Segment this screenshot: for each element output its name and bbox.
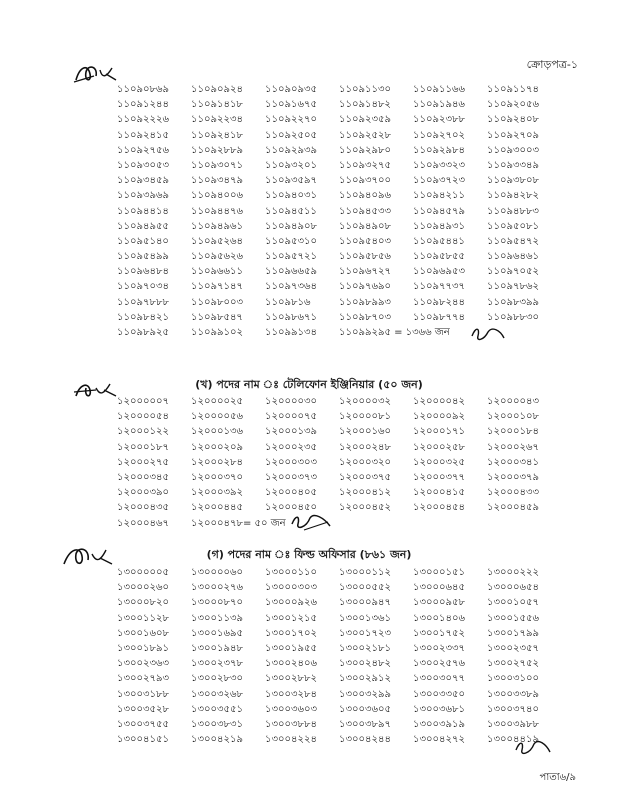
roll-number: ১২০০০২৪৮	[339, 441, 391, 453]
roll-number: ১১০৯৫১৪০	[117, 235, 169, 247]
table-row	[117, 97, 567, 112]
section-total: ১১০৯৯২৯৫ = ১৩৬৬ জন	[339, 327, 450, 338]
roll-number: ১৩০০১৯৫৫	[265, 642, 317, 654]
table-row	[117, 295, 567, 310]
section-b-number-list	[117, 394, 567, 531]
section-c-heading: (গ) পদের নাম ঃ ফিল্ড অফিসার (৮৬১ জন)	[206, 548, 412, 561]
roll-number: ১৩০০৩১০০	[487, 673, 539, 685]
roll-number: ১৩০০০৮২০	[117, 597, 169, 609]
roll-number: ১২০০০২৮৪	[191, 456, 243, 468]
roll-number: ১১০৯৫৪০৩	[339, 235, 391, 247]
roll-number: ১১০৯২৯৮৪	[413, 144, 465, 156]
roll-number: ১৩০০০১১০	[265, 567, 317, 578]
roll-number: ১৩০০৩২৯৯	[339, 688, 391, 700]
roll-number: ১৩০০২১৮১	[339, 642, 391, 654]
roll-number: ১৩০০৩৭৪০	[487, 703, 539, 715]
roll-number: ১১০৯৪৯০৮	[339, 220, 391, 232]
initials-signature-icon	[470, 324, 506, 344]
table-row	[117, 204, 567, 219]
roll-number: ১২০০০০৮১	[339, 411, 391, 423]
table-row	[117, 264, 567, 279]
roll-number: ১১০৯২৭০২	[413, 129, 465, 141]
roll-number: ১৩০০৩৩৮৯	[487, 688, 539, 700]
roll-number: ১১০৯২৩৮৮	[413, 114, 465, 126]
roll-number: ১১০৯৬৬৫৯	[265, 266, 317, 278]
roll-number: ১১০৯৮৭০৩	[339, 311, 391, 323]
roll-number: ১৩০০৩৬০৫	[339, 703, 391, 715]
roll-number: ১৩০০১৭৫২	[413, 627, 465, 639]
roll-number: ১৩০০১৬০৮	[117, 627, 169, 639]
roll-number: ১৩০০৩০৭৭	[413, 673, 466, 685]
roll-number: ১১০৯৪৮৮৩	[487, 205, 539, 217]
roll-number: ১৩০০০৬৪৫	[413, 582, 465, 594]
roll-number: ১১০৯২৯৩৯	[265, 144, 317, 156]
section-a-number-list	[117, 82, 567, 340]
roll-number: ১৩০০১৮৯১	[117, 642, 169, 654]
roll-number: ১১০৯৪৪১৪	[117, 205, 169, 217]
roll-number: ১১০৯০৯২৪	[191, 84, 243, 95]
roll-number: ১৩০০০২৭৬	[191, 582, 244, 594]
table-row	[117, 641, 567, 656]
roll-number: ১১০৯০৯৩৫	[265, 84, 317, 95]
roll-number: ১২০০০৩৪৫	[117, 471, 169, 483]
roll-number: ১২০০০৩৭৫	[339, 471, 391, 483]
roll-number: ১১০৯৫৪৪১	[413, 235, 465, 247]
roll-number: ১২০০০৩৭৭	[413, 471, 466, 483]
table-row	[117, 173, 567, 188]
roll-number: ১১০৯২৫২৮	[339, 129, 391, 141]
roll-number: ১১০৯৪৫৩৩	[339, 205, 391, 217]
roll-number: ১২০০০৪৫৪	[413, 502, 465, 514]
section-c-number-list	[117, 565, 567, 747]
roll-number: ১২০০০৩৭০	[191, 471, 244, 483]
roll-number: ১৩০০২৩৫৭	[487, 642, 539, 654]
roll-number: ১১০৯৮৯২৫	[117, 327, 169, 338]
roll-number: ১১০৯৭০৫২	[487, 266, 539, 278]
roll-number: ১১০৯৩০৭১	[191, 159, 243, 171]
roll-number: ১৩০০১০৫৭	[487, 597, 539, 609]
roll-number: ১১০৯৮১৬	[265, 296, 311, 308]
page-number: পাতা৬/৯	[539, 772, 576, 783]
roll-number: ১১০৯১২৪৪	[117, 99, 169, 111]
roll-number: ১৩০০২৩৬৩	[117, 658, 170, 670]
roll-number: ১১০৯২৮৮৯	[191, 144, 243, 156]
roll-number: ১২০০০৪০৫	[265, 487, 317, 499]
roll-number: ১৩০০০১৫১	[413, 567, 465, 578]
table-row	[117, 470, 567, 485]
roll-number: ১৩০০০০০৫	[117, 567, 169, 578]
roll-number: ১৩০০১৪০৬	[413, 612, 465, 624]
roll-number: ১১০৯৫৩১০	[265, 235, 317, 247]
roll-number: ১১০৯১১৬৬	[413, 84, 465, 95]
roll-number: ১১০৯৩৪৭৯	[191, 175, 243, 187]
roll-number: ১১০৯৭৭৩৭	[413, 281, 465, 293]
roll-number: ১১০৯৫৮৫৫	[413, 251, 465, 263]
table-row	[117, 440, 567, 455]
table-row	[117, 732, 567, 747]
roll-number: ১১০৯৩৩২৩	[413, 159, 465, 171]
roll-number: ১৩০০৩৮৯৭	[339, 718, 391, 730]
roll-number: ১১০৯৯১৩৪	[265, 327, 317, 338]
table-row	[117, 310, 567, 325]
roll-number: ১৩০০৩৯৮৮	[487, 718, 539, 730]
table-row	[117, 188, 567, 203]
roll-number: ১১০৯১৯৪৬	[413, 99, 465, 111]
roll-number: ১১০৯৩০০৩	[487, 144, 539, 156]
roll-number: ১৩০০৩৮৮৪	[265, 718, 317, 730]
table-row	[117, 565, 567, 580]
table-row	[117, 626, 567, 641]
roll-number: ১১০৯০৮৬৯	[117, 84, 169, 95]
roll-number: ১৩০০০২২২	[487, 567, 540, 578]
roll-number: ১১০৯৪৪৭৬	[191, 205, 243, 217]
roll-number: ১২০০০৩৭৩	[265, 471, 318, 483]
roll-number: ১৩০০২৩৩৭	[413, 642, 466, 654]
roll-number: ১৩০০৩৫২৮	[117, 703, 169, 715]
roll-number: ১৩০০০৯২৬	[265, 597, 317, 609]
roll-number: ১৩০০১১৩৯	[191, 612, 243, 624]
roll-number: ১২০০০১৬০	[339, 426, 391, 438]
roll-number: ১৩০০১১২৮	[117, 612, 169, 624]
initials-signature-icon	[290, 510, 334, 534]
roll-number: ১২০০০৩৯০	[117, 487, 169, 499]
roll-number: ১১০৯৪৫১১	[265, 205, 317, 217]
roll-number: ১১০৯৮০০৩	[191, 296, 243, 308]
roll-number: ১১০৯১৪৮২	[339, 99, 391, 111]
roll-number: ১১০৯৫৪৭২	[487, 235, 539, 247]
roll-number: ১২০০০৩৪১	[487, 456, 539, 468]
roll-number: ১২০০০৪৫৯	[487, 502, 539, 514]
roll-number: ১১০৯৭৮৬২	[487, 281, 539, 293]
roll-number: ১৩০০৪১৫১	[117, 734, 169, 746]
table-row	[117, 279, 567, 294]
roll-number: ১২০০০১৩৬	[191, 426, 243, 438]
roll-number: ১৩০০১৩৬১	[339, 612, 391, 624]
roll-number: ১১০৯৩৮০৮	[487, 175, 539, 187]
roll-number: ১১০৯৪০০৬	[191, 190, 243, 202]
table-row	[117, 717, 567, 732]
roll-number: ১১০৯২৫০৫	[265, 129, 317, 141]
roll-number: ১৩০০০৯৪৭	[339, 597, 391, 609]
roll-number: ১২০০০০৪৩	[487, 396, 539, 407]
roll-number: ১১০৯৪৫৭৯	[413, 205, 465, 217]
table-row	[117, 580, 567, 595]
table-row	[117, 424, 567, 439]
roll-number: ১৩০০৪২২৪	[265, 734, 317, 746]
roll-number: ১৩০০০৩০৩	[265, 582, 318, 594]
roll-number: ১২০০০১৮৭	[117, 441, 169, 453]
roll-number: ১৩০০৩২৮৪	[265, 688, 317, 700]
roll-number: ১১০৯৩৭২৩	[413, 175, 465, 187]
roll-number: ১৩০০১৭৯৯	[487, 627, 539, 639]
table-row	[117, 394, 567, 409]
roll-number: ১৩০০৩৯১৯	[413, 718, 465, 730]
roll-number: ১১০৯৬৪৬১	[487, 251, 539, 263]
roll-number: ১২০০০০৫৬	[191, 411, 243, 423]
initials-signature-icon	[514, 736, 554, 758]
roll-number: ১২০০০২৬৭	[487, 441, 540, 453]
roll-number: ১২০০০৪৩৩	[487, 487, 539, 499]
roll-number: ১২০০০৩২৫	[413, 456, 465, 468]
roll-number: ১৩০০৩৬৮১	[413, 703, 465, 715]
roll-number: ১৩০০১৬৯৫	[191, 627, 243, 639]
table-row	[117, 702, 567, 717]
roll-number: ১১০৯৮৪২১	[117, 311, 169, 323]
roll-number: ১৩০০৩৬০৩	[265, 703, 318, 715]
roll-number: ১৩০০১২১৫	[265, 612, 317, 624]
roll-number: ১১০৯৭৮৮৮	[117, 296, 169, 308]
roll-number: ১২০০০০২৫	[191, 396, 243, 407]
roll-number: ১৩০০৩৭৫৫	[117, 718, 169, 730]
roll-number: ১১০৯২২৭০	[265, 114, 317, 126]
roll-number: ১৩০০৪২৭২	[413, 734, 465, 746]
table-row	[117, 455, 567, 470]
roll-number: ১৩০০১৭২৩	[339, 627, 391, 639]
roll-number: ১২০০০৩৯২	[191, 487, 243, 499]
table-row	[117, 158, 567, 173]
roll-number: ১২০০০৩৭৯	[487, 471, 539, 483]
roll-number: ১১০৯২২২৬	[117, 114, 169, 126]
roll-number: ১১০৯৩৫৯৭	[265, 175, 317, 187]
roll-number: ১২০০০২৩৫	[265, 441, 317, 453]
roll-number: ১৩০০২৮৮২	[265, 673, 317, 685]
roll-number: ১৩০০২৮৩০	[191, 673, 243, 685]
roll-number: ১২০০০০৯২	[413, 411, 465, 423]
table-row	[117, 249, 567, 264]
roll-number: ১৩০০৩৮৩১	[191, 718, 243, 730]
roll-number: ১১০৯১১৭৪	[487, 84, 539, 95]
table-row	[117, 128, 567, 143]
roll-number: ১২০০০৩০৩	[265, 456, 318, 468]
table-row	[117, 516, 567, 531]
roll-number: ১২০০০১০৮	[487, 411, 539, 423]
roll-number: ১১০৯৫৬২৬	[191, 251, 243, 263]
roll-number: ১১০৯২৯৮০	[339, 144, 391, 156]
roll-number: ১১০৯২৭০৯	[487, 129, 539, 141]
roll-number: ১১০৯৮২৪৪	[413, 296, 465, 308]
initials-signature-icon	[72, 60, 120, 86]
roll-number: ১১০৯৪৯৬১	[191, 220, 243, 232]
roll-number: ১২০০০৪৪৫	[191, 502, 243, 514]
roll-number: ১১০৯৪০৯৬	[339, 190, 391, 202]
roll-number: ১৩০০০২৬০	[117, 582, 170, 594]
roll-number: ১২০০০৩২০	[339, 456, 392, 468]
roll-number: ১১০৯৬৯৫৩	[413, 266, 465, 278]
table-row	[117, 500, 567, 515]
table-row	[117, 409, 567, 424]
roll-number: ১৩০০১৫৫৬	[487, 612, 539, 624]
table-row	[117, 595, 567, 610]
roll-number: ১৩০০২৩৭৮	[191, 658, 243, 670]
roll-number: ১২০০০৪৫০	[265, 502, 317, 514]
roll-number: ১২০০০০৩২	[339, 396, 392, 407]
roll-number: ১৩০০০৯৫৮	[413, 597, 465, 609]
roll-number: ১১০৯৩২৭৫	[339, 159, 391, 171]
roll-number: ১৩০০০০৬০	[191, 567, 244, 578]
table-row	[117, 234, 567, 249]
roll-number: ১১০৯২৭৫৬	[117, 144, 169, 156]
roll-number: ১১০৯২৩৫৯	[339, 114, 391, 126]
roll-number: ১২০০০১৭১	[413, 426, 465, 438]
roll-number: ১৩০০১৭০২	[265, 627, 317, 639]
roll-number: ১১০৯৮৩৯৯	[487, 296, 539, 308]
roll-number: ১২০০০০০৭	[117, 396, 170, 407]
roll-number: ১১০৯২৪১৫	[117, 129, 169, 141]
roll-number: ১২০০০০৪২	[413, 396, 465, 407]
table-row	[117, 656, 567, 671]
table-row	[117, 219, 567, 234]
roll-number: ১১০৯৩৯৬৯	[117, 190, 169, 202]
roll-number: ১৩০০২৭৫২	[487, 658, 539, 670]
roll-number: ১২০০০০৭৫	[265, 411, 317, 423]
roll-number: ১১০৯১১৩০	[339, 84, 391, 95]
roll-number: ১১০৯৪০৩১	[265, 190, 317, 202]
roll-number: ১১০৯৮৮৩০	[487, 311, 539, 323]
roll-number: ১২০০০৪৬৭	[117, 517, 169, 529]
roll-number: ১২০০০১৩৯	[265, 426, 317, 438]
roll-number: ১২০০০২০৯	[191, 441, 243, 453]
roll-number: ১২০০০৪১৫	[413, 487, 465, 499]
roll-number: ১২০০০০৫৪	[117, 411, 169, 423]
roll-number: ১৩০০২৫৭৬	[413, 658, 465, 670]
roll-number: ১৩০০৩৩৫০	[413, 688, 465, 700]
roll-number: ১১০৯২০৫৬	[487, 99, 539, 111]
roll-number: ১১০৯২৪১৮	[191, 129, 243, 141]
roll-number: ১১০৯৫৪৯৯	[117, 251, 169, 263]
roll-number: ১৩০০৩১৮৮	[117, 688, 169, 700]
roll-number: ১৩০০৪২৪৪	[339, 734, 391, 746]
roll-number: ১১০৯২৪০৮	[487, 114, 539, 126]
roll-number: ১২০০০৪১২	[339, 487, 391, 499]
roll-number: ১১০৯১৪১৮	[191, 99, 243, 111]
roll-number: ১১০৯৭৬৯০	[339, 281, 391, 293]
roll-number: ১১০৯৬৭২৭	[339, 266, 391, 278]
roll-number: ১১০৯৫৭২১	[265, 251, 317, 263]
roll-number: ১২০০০২৫৮	[413, 441, 465, 453]
roll-number: ১৩০০০৬৫৪	[487, 582, 539, 594]
roll-number: ১৩০০২৪৮২	[339, 658, 391, 670]
roll-number: ১১০৯৮৭৭৪	[413, 311, 465, 323]
table-row	[117, 82, 567, 97]
roll-number: ১১০৯৮৬৭১	[265, 311, 317, 323]
roll-number: ১৩০০২৭৯৩	[117, 673, 169, 685]
table-row	[117, 112, 567, 127]
roll-number: ১২০০০৪৫২	[339, 502, 391, 514]
roll-number: ১১০৯১৬৭৫	[265, 99, 317, 111]
roll-number: ১৩০০০১১২	[339, 567, 391, 578]
roll-number: ১৩০০০৮৭০	[191, 597, 243, 609]
roll-number: ১৩০০০৫৫২	[339, 582, 391, 594]
roll-number: ১১০৯৯১০২	[191, 327, 243, 338]
roll-number: ১২০০০১২২	[117, 426, 169, 438]
roll-number: ১১০৯৬৬১১	[191, 266, 243, 278]
roll-number: ১১০৯৩৪৫৯	[117, 175, 169, 187]
roll-number: ১১০৯৫০৮১	[487, 220, 539, 232]
roll-number: ১১০৯৭১৪৭	[191, 281, 243, 293]
table-row	[117, 671, 567, 686]
table-row	[117, 485, 567, 500]
roll-number: ১৩০০৪৪১৯	[487, 734, 539, 746]
roll-number: ১১০৯৩২০১	[265, 159, 317, 171]
roll-number: ১৩০০১৯৪৮	[191, 642, 243, 654]
roll-number: ১১০৯৮৫৪৭	[191, 311, 243, 323]
table-row	[117, 143, 567, 158]
section-b-heading: (খ) পদের নাম ঃ টেলিফোন ইঞ্জিনিয়ার (৫০ জন)	[195, 378, 423, 391]
roll-number: ১১০৯৪৯০৮	[265, 220, 317, 232]
table-row	[117, 687, 567, 702]
roll-number: ১১০৯৩৭০০	[339, 175, 391, 187]
roll-number: ১১০৯২২৩৪	[191, 114, 243, 126]
roll-number: ১১০৯৬৪৮৪	[117, 266, 169, 278]
roll-number: ১১০৯৫২৬৪	[191, 235, 243, 247]
roll-number: ১১০৯৪৯৩১	[413, 220, 465, 232]
roll-number: ১১০৯৮৯৯৩	[339, 296, 391, 308]
roll-number: ১১০৯৪২১১	[413, 190, 465, 202]
roll-number: ১২০০০০৩০	[265, 396, 318, 407]
corner-label: ক্রোড়পত্র-১	[526, 58, 578, 71]
section-total: ১২০০০৪৭৮= ৫০ জন	[191, 517, 286, 529]
roll-number: ১১০৯৭৩৬৪	[265, 281, 317, 293]
roll-number: ১৩০০২৯১২	[339, 673, 391, 685]
roll-number: ১৩০০৪২১৯	[191, 734, 243, 746]
roll-number: ১৩০০২৪০৬	[265, 658, 317, 670]
roll-number: ১২০০০৪৩৫	[117, 502, 169, 514]
roll-number: ১১০৯৩৩৪৯	[487, 159, 539, 171]
roll-number: ১২০০০২৭৫	[117, 456, 169, 468]
table-row	[117, 611, 567, 626]
roll-number: ১১০৯৫৮৫৬	[339, 251, 391, 263]
roll-number: ১১০৯৭০৩৪	[117, 281, 169, 293]
roll-number: ১১০৯৩০৫৩	[117, 159, 169, 171]
roll-number: ১২০০০১৮৪	[487, 426, 539, 438]
roll-number: ১৩০০৩৫৫১	[191, 703, 243, 715]
roll-number: ১১০৯৪২৮২	[487, 190, 539, 202]
roll-number: ১১০৯৪৯৫৫	[117, 220, 169, 232]
roll-number: ১৩০০৩২৬৮	[191, 688, 243, 700]
